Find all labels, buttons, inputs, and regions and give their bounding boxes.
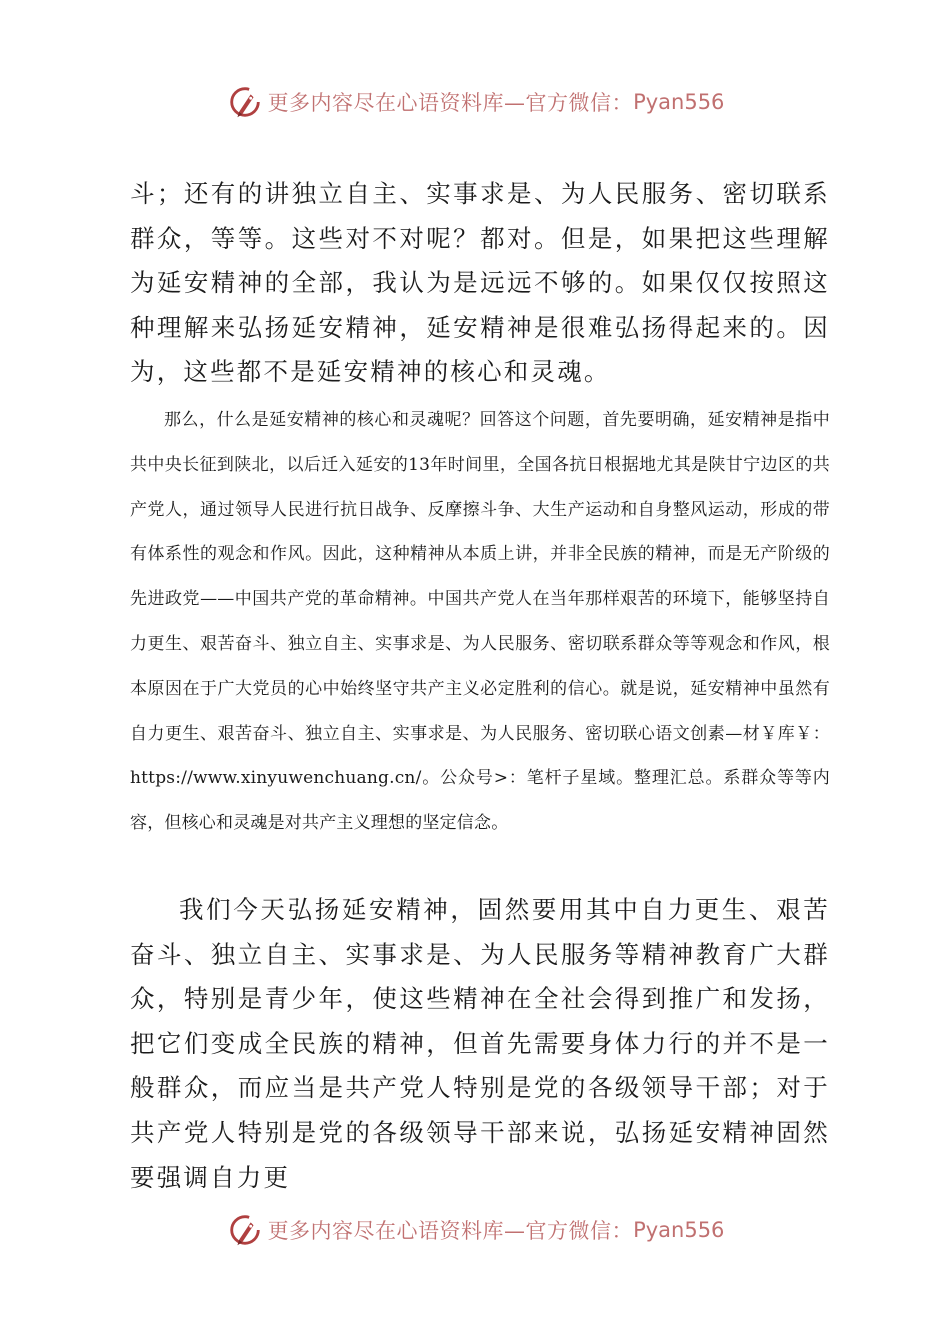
body-paragraph-3: 我们今天弘扬延安精神，固然要用其中自力更生、艰苦奋斗、独立自主、实事求是、为人民服务等精神教育广大群众，特别是青少年，使这些精神在全社会得到推广和发扬，把它们变成全民族的精神，但首先需要身体力行的并不是一般群众，而应当是共产党人特别是党的各级领导干部；对于共产党人特别是党的各级领导干部来说，弘扬延安精神固然要强调自力更 bbox=[130, 895, 830, 1192]
pen-nib-logo-icon bbox=[226, 83, 264, 121]
footer-banner-text: 更多内容尽在心语资料库—官方微信： bbox=[267, 1219, 634, 1243]
body-paragraph-2-container bbox=[130, 398, 830, 846]
footer-banner-wechat-id: Pyan556 bbox=[633, 1218, 725, 1242]
body-paragraph-1-container bbox=[130, 172, 830, 395]
body-paragraph-3-container bbox=[130, 888, 830, 1200]
body-paragraph-2: 那么，什么是延安精神的核心和灵魂呢？回答这个问题，首先要明确，延安精神是指中共中央长征到陕北，以后迁入延安的13年时间里，全国各抗日根据地尤其是陕甘宁边区的共产党人，通过领导人民进行抗日战争、反摩擦斗争、大生产运动和自身整风运动，形成的带有体系性的观念和作风。因此，这种精神从本质上讲，并非全民族的精神，而是无产阶级的先进政党——中国共产党的革命精神。中国共产党人在当年那样艰苦的环境下，能够坚持自力更生、艰苦奋斗、独立自主、实事求是、为人民服务、密切联系群众等等观念和作风，根本原因在于广大党员的心中始终坚守共产主义必定胜利的信心。就是说，延安精神中虽然有自力更生、艰苦奋斗、独立自主、实事求是、为人民服务、密切联心语文创素—材￥库￥：https://www.xinyuwenchuang.cn/。公众号>：笔杆子星域。整理汇总。系群众等等内容，但核心和灵魂是对共产主义理想的坚定信念。 bbox=[130, 410, 830, 834]
footer-banner bbox=[0, 1208, 950, 1252]
header-banner bbox=[0, 80, 950, 124]
header-banner-text: 更多内容尽在心语资料库—官方微信： bbox=[267, 91, 634, 115]
pen-nib-logo-icon bbox=[226, 1211, 264, 1249]
body-paragraph-1: 斗；还有的讲独立自主、实事求是、为人民服务、密切联系群众，等等。这些对不对呢？都对。但是，如果把这些理解为延安精神的全部，我认为是远远不够的。如果仅仅按照这种理解来弘扬延安精神，延安精神是很难弘扬得起来的。因为，这些都不是延安精神的核心和灵魂。 bbox=[130, 179, 830, 387]
header-banner-wechat-id: Pyan556 bbox=[633, 90, 725, 114]
